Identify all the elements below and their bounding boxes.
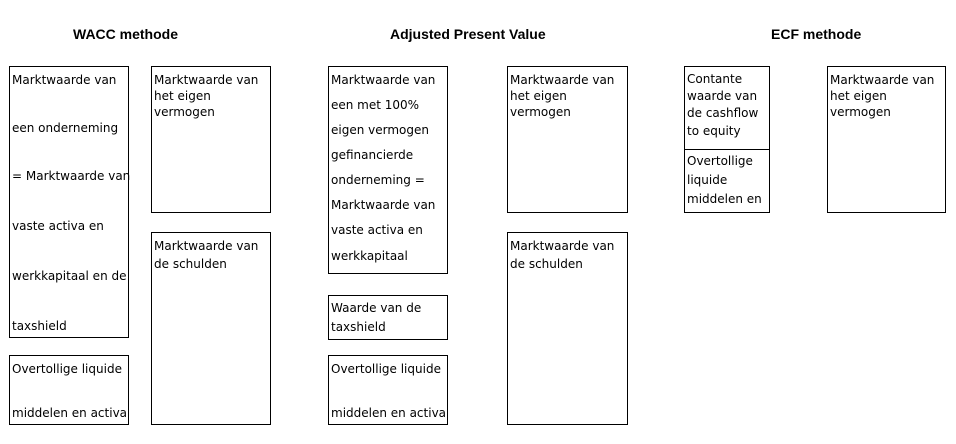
ecf-excess-liquid-line-3: middelen en	[687, 192, 762, 206]
apv-heading: Adjusted Present Value	[390, 26, 546, 42]
wacc-excess-liquid-line-1: Overtollige liquide	[12, 362, 122, 376]
ecf-cashflow-line-1: Contante	[687, 72, 743, 86]
ecf-equity-line-3: vermogen	[830, 105, 891, 119]
apv-taxshield-line-1: Waarde van de	[331, 301, 422, 315]
apv-unlevered-line-2: een met 100%	[331, 98, 420, 112]
apv-excess-liquid-line-2: middelen en activa	[331, 406, 447, 420]
ecf-cashflow-line-2: waarde van	[687, 89, 758, 103]
ecf-equity-line-1: Marktwaarde van	[830, 73, 935, 87]
apv-unlevered-line-4: gefinancierde	[331, 148, 414, 162]
wacc-excess-liquid-box	[9, 355, 129, 425]
wacc-equity-line-3: vermogen	[154, 105, 215, 119]
ecf-divider	[685, 149, 769, 150]
wacc-firm-value-line-1: Marktwaarde van	[12, 73, 117, 87]
apv-unlevered-line-3: eigen vermogen	[331, 123, 429, 137]
wacc-excess-liquid-line-2: middelen en activa	[12, 406, 128, 420]
ecf-equity-line-2: het eigen	[830, 89, 887, 103]
ecf-excess-liquid-line-1: Overtollige	[687, 154, 753, 168]
apv-equity-box	[507, 66, 628, 213]
wacc-debt-line-2: de schulden	[154, 257, 227, 271]
apv-equity-line-2: het eigen	[510, 89, 567, 103]
wacc-firm-value-line-2: een onderneming	[12, 121, 119, 135]
ecf-excess-liquid-line-2: liquide	[687, 173, 728, 187]
wacc-firm-value-line-3: = Marktwaarde van	[12, 169, 131, 183]
apv-unlevered-line-5: onderneming =	[331, 173, 425, 187]
ecf-heading: ECF methode	[771, 26, 862, 42]
apv-debt-line-1: Marktwaarde van	[510, 239, 615, 253]
apv-taxshield-line-2: taxshield	[331, 320, 386, 334]
apv-unlevered-line-8: werkkapitaal	[331, 249, 408, 263]
apv-equity-line-1: Marktwaarde van	[510, 73, 615, 87]
apv-excess-liquid-box	[328, 355, 448, 425]
wacc-firm-value-line-4: vaste activa en	[12, 219, 104, 233]
apv-unlevered-line-1: Marktwaarde van	[331, 73, 436, 87]
wacc-equity-line-1: Marktwaarde van	[154, 73, 259, 87]
wacc-equity-line-2: het eigen	[154, 89, 211, 103]
wacc-firm-value-line-6: taxshield	[12, 319, 67, 333]
apv-taxshield-box	[328, 295, 448, 340]
wacc-equity-box	[151, 66, 271, 213]
wacc-firm-value-box	[9, 66, 129, 338]
wacc-debt-line-1: Marktwaarde van	[154, 239, 259, 253]
apv-unlevered-value-box	[328, 66, 448, 274]
apv-excess-liquid-line-1: Overtollige liquide	[331, 362, 441, 376]
apv-debt-line-2: de schulden	[510, 257, 583, 271]
apv-unlevered-line-6: Marktwaarde van	[331, 198, 436, 212]
apv-debt-box	[507, 232, 628, 425]
apv-unlevered-line-7: vaste activa en	[331, 223, 423, 237]
ecf-cashflow-line-3: de cashflow	[687, 106, 759, 120]
ecf-asset-side-box	[684, 66, 770, 213]
ecf-equity-box	[827, 66, 946, 213]
wacc-debt-box	[151, 232, 271, 425]
apv-equity-line-3: vermogen	[510, 105, 571, 119]
wacc-firm-value-line-5: werkkapitaal en de	[12, 269, 127, 283]
wacc-heading: WACC methode	[73, 26, 178, 42]
ecf-cashflow-line-4: to equity	[687, 124, 741, 138]
